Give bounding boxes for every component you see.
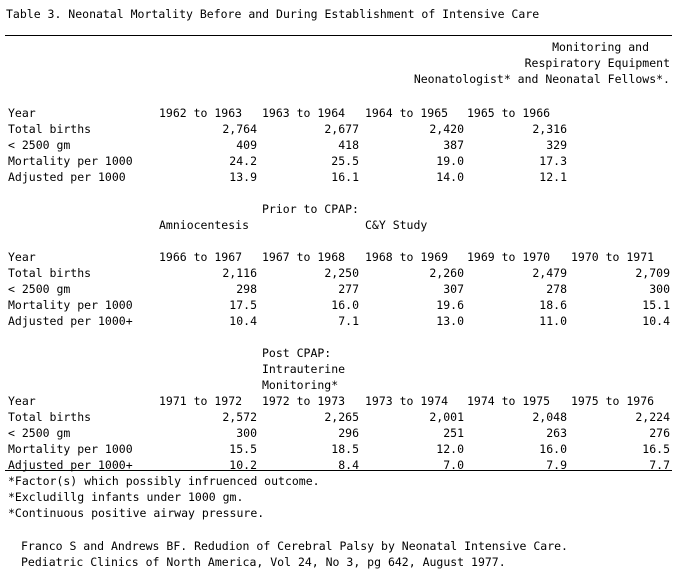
section1-cell: 2,316 bbox=[532, 122, 567, 136]
section2-cell: 298 bbox=[236, 282, 257, 296]
section2-cell: 10.4 bbox=[229, 314, 257, 328]
section3-cell: 2,048 bbox=[532, 410, 567, 424]
section3-cell: 16.0 bbox=[539, 442, 567, 456]
top-rule bbox=[5, 35, 672, 36]
section2-cell: 19.6 bbox=[436, 298, 464, 312]
section2-cell: 15.1 bbox=[642, 298, 670, 312]
section2-cell: 10.4 bbox=[642, 314, 670, 328]
section1-cell: 13.9 bbox=[229, 170, 257, 184]
section1-year-1: 1962 to 1963 bbox=[159, 106, 243, 120]
section2-note-amnio: Amniocentesis bbox=[159, 218, 250, 232]
footnote: *Factor(s) which possibly infruenced outcome. bbox=[8, 474, 320, 488]
section3-cell: 10.2 bbox=[229, 458, 257, 472]
section1-cell: 2,764 bbox=[222, 122, 257, 136]
section1-year-3: 1964 to 1965 bbox=[365, 106, 449, 120]
section1-cell: 387 bbox=[443, 138, 464, 152]
footnote: *Continuous positive airway pressure. bbox=[8, 506, 265, 520]
section2-year-5: 1970 to 1971 bbox=[571, 250, 655, 264]
section2-cell: 2,709 bbox=[635, 266, 670, 280]
section1-cell: 409 bbox=[236, 138, 257, 152]
section1-cell: 17.3 bbox=[539, 154, 567, 168]
section3-note-line-2: Intrauterine bbox=[262, 362, 346, 376]
section1-header-line-3: Neonatologist* and Neonatal Fellows*. bbox=[413, 72, 670, 86]
section3-cell: 251 bbox=[443, 426, 464, 440]
section2-cell: 13.0 bbox=[436, 314, 464, 328]
section2-cell: 18.6 bbox=[539, 298, 567, 312]
section1-cell: 418 bbox=[338, 138, 359, 152]
section1-header-line-1: Monitoring and bbox=[552, 40, 649, 54]
table-title: Table 3. Neonatal Mortality Before and During Establishment of Intensive Care bbox=[6, 7, 540, 21]
section2-cell: 2,250 bbox=[324, 266, 359, 280]
section2-row-label: Total births bbox=[8, 266, 92, 280]
bottom-rule bbox=[5, 470, 672, 471]
section3-cell: 12.0 bbox=[436, 442, 464, 456]
section1-cell: 329 bbox=[546, 138, 567, 152]
section3-cell: 263 bbox=[546, 426, 567, 440]
section3-year-2: 1972 to 1973 bbox=[262, 394, 346, 408]
section3-cell: 296 bbox=[338, 426, 359, 440]
section2-row-label: Adjusted per 1000+ bbox=[8, 314, 133, 328]
section1-cell: 25.5 bbox=[331, 154, 359, 168]
citation-line-2: Pediatric Clinics of North America, Vol 24, No 3, pg 642, August 1977. bbox=[21, 555, 506, 569]
section2-year-4: 1969 to 1970 bbox=[467, 250, 551, 264]
section3-row-label: Adjusted per 1000+ bbox=[8, 458, 133, 472]
section2-cell: 2,260 bbox=[429, 266, 464, 280]
section3-cell: 276 bbox=[649, 426, 670, 440]
section3-year-3: 1973 to 1974 bbox=[365, 394, 449, 408]
section1-row-label: Mortality per 1000 bbox=[8, 154, 133, 168]
section3-row-label: Total births bbox=[8, 410, 92, 424]
citation-line-1: Franco S and Andrews BF. Redudion of Cerebral Palsy by Neonatal Intensive Care. bbox=[21, 539, 568, 553]
section2-note-cy: C&Y Study bbox=[365, 218, 428, 232]
section1-row-label: < 2500 gm bbox=[8, 138, 71, 152]
section1-year-2: 1963 to 1964 bbox=[262, 106, 346, 120]
section3-cell: 2,265 bbox=[324, 410, 359, 424]
section3-year-label: Year bbox=[8, 394, 36, 408]
section2-cell: 17.5 bbox=[229, 298, 257, 312]
section1-cell: 14.0 bbox=[436, 170, 464, 184]
section3-cell: 2,001 bbox=[429, 410, 464, 424]
section2-cell: 307 bbox=[443, 282, 464, 296]
section2-note-prior: Prior to CPAP: bbox=[262, 202, 359, 216]
section2-row-label: < 2500 gm bbox=[8, 282, 71, 296]
section1-row-label: Total births bbox=[8, 122, 92, 136]
section2-cell: 277 bbox=[338, 282, 359, 296]
section1-cell: 16.1 bbox=[331, 170, 359, 184]
section2-cell: 278 bbox=[546, 282, 567, 296]
section2-cell: 16.0 bbox=[331, 298, 359, 312]
section1-row-label: Adjusted per 1000 bbox=[8, 170, 126, 184]
section3-cell: 300 bbox=[236, 426, 257, 440]
section3-cell: 7.0 bbox=[443, 458, 464, 472]
section3-cell: 15.5 bbox=[229, 442, 257, 456]
section3-note-line-1: Post CPAP: bbox=[262, 346, 332, 360]
section1-header-line-2: Respiratory Equipment bbox=[524, 56, 670, 70]
section2-cell: 7.1 bbox=[338, 314, 359, 328]
section2-cell: 11.0 bbox=[539, 314, 567, 328]
section2-row-label: Mortality per 1000 bbox=[8, 298, 133, 312]
section3-cell: 18.5 bbox=[331, 442, 359, 456]
section1-cell: 19.0 bbox=[436, 154, 464, 168]
section3-cell: 7.7 bbox=[649, 458, 670, 472]
section1-cell: 12.1 bbox=[539, 170, 567, 184]
section1-year-4: 1965 to 1966 bbox=[467, 106, 551, 120]
section3-note-line-3: Monitoring* bbox=[262, 378, 339, 392]
section2-cell: 300 bbox=[649, 282, 670, 296]
section3-year-4: 1974 to 1975 bbox=[467, 394, 551, 408]
section1-cell: 2,677 bbox=[324, 122, 359, 136]
section3-cell: 16.5 bbox=[642, 442, 670, 456]
section3-cell: 8.4 bbox=[338, 458, 359, 472]
section3-row-label: < 2500 gm bbox=[8, 426, 71, 440]
section2-year-2: 1967 to 1968 bbox=[262, 250, 346, 264]
section3-cell: 7.9 bbox=[546, 458, 567, 472]
section3-cell: 2,572 bbox=[222, 410, 257, 424]
section2-cell: 2,116 bbox=[222, 266, 257, 280]
section2-year-3: 1968 to 1969 bbox=[365, 250, 449, 264]
section3-year-5: 1975 to 1976 bbox=[571, 394, 655, 408]
section1-year-label: Year bbox=[8, 106, 36, 120]
section3-row-label: Mortality per 1000 bbox=[8, 442, 133, 456]
section1-cell: 24.2 bbox=[229, 154, 257, 168]
section3-cell: 2,224 bbox=[635, 410, 670, 424]
footnote: *Excludillg infants under 1000 gm. bbox=[8, 490, 244, 504]
section2-year-1: 1966 to 1967 bbox=[159, 250, 243, 264]
section2-cell: 2,479 bbox=[532, 266, 567, 280]
section1-cell: 2,420 bbox=[429, 122, 464, 136]
section2-year-label: Year bbox=[8, 250, 36, 264]
section3-year-1: 1971 to 1972 bbox=[159, 394, 243, 408]
